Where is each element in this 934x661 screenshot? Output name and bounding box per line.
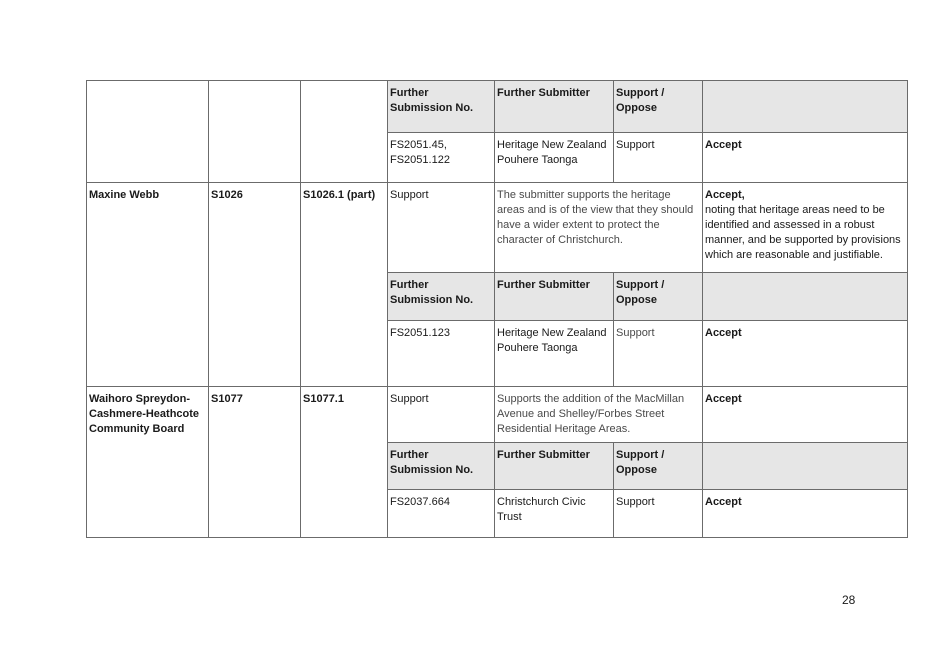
position: Support <box>388 387 495 443</box>
submission-summary: The submitter supports the heritage areas and is of the view that they should have a wider extent to protect the character of Christchurch. <box>495 183 703 273</box>
header-further-submitter: Further Submitter <box>495 273 614 321</box>
submission-summary: Supports the addition of the MacMillan Avenue and Shelley/Forbes Street Residential Heritage Areas. <box>495 387 703 443</box>
fs-position: Support <box>614 321 703 387</box>
header-further-submission-no: Further Submission No. <box>388 443 495 490</box>
name-cell-empty <box>87 81 209 183</box>
fs-decision: Accept <box>703 133 908 183</box>
fs-submitter: Heritage New Zealand Pouhere Taonga <box>495 133 614 183</box>
sub-no-cell-empty <box>209 81 301 183</box>
position: Support <box>388 183 495 273</box>
fs-number-line: FS2051.122 <box>390 154 450 166</box>
submission-point: S1077.1 <box>301 387 388 538</box>
fs-position: Support <box>614 490 703 538</box>
decision-title: Accept, <box>705 189 745 201</box>
header-support-oppose: Support / Oppose <box>614 81 703 133</box>
submission-number: S1077 <box>209 387 301 538</box>
header-empty <box>703 81 908 133</box>
decision-text: noting that heritage areas need to be identified and assessed in a robust manner, and be supported by provisions which are reasonable and justifiable. <box>705 204 901 261</box>
header-further-submitter: Further Submitter <box>495 81 614 133</box>
header-further-submitter: Further Submitter <box>495 443 614 490</box>
fs-number: FS2037.664 <box>388 490 495 538</box>
decision: Accept <box>703 387 908 443</box>
header-support-oppose: Support / Oppose <box>614 443 703 490</box>
submitter-name: Maxine Webb <box>87 183 209 387</box>
fs-decision: Accept <box>703 321 908 387</box>
header-further-submission-no: Further Submission No. <box>388 273 495 321</box>
fs-position: Support <box>614 133 703 183</box>
fs-number-cell <box>388 133 495 183</box>
submission-point: S1026.1 (part) <box>301 183 388 387</box>
fs-decision: Accept <box>703 490 908 538</box>
header-empty <box>703 273 908 321</box>
submission-number: S1026 <box>209 183 301 387</box>
decision-cell <box>703 183 908 273</box>
header-further-submission-no: Further Submission No. <box>388 81 495 133</box>
page-number: 28 <box>842 593 856 607</box>
fs-number-line: FS2051.45, <box>390 139 447 151</box>
fs-submitter: Christchurch Civic Trust <box>495 490 614 538</box>
point-cell-empty <box>301 81 388 183</box>
header-support-oppose: Support / Oppose <box>614 273 703 321</box>
submissions-table <box>86 80 908 538</box>
fs-number: FS2051.123 <box>388 321 495 387</box>
fs-submitter: Heritage New Zealand Pouhere Taonga <box>495 321 614 387</box>
submitter-name: Waihoro Spreydon-Cashmere-Heathcote Community Board <box>87 387 209 538</box>
header-empty <box>703 443 908 490</box>
